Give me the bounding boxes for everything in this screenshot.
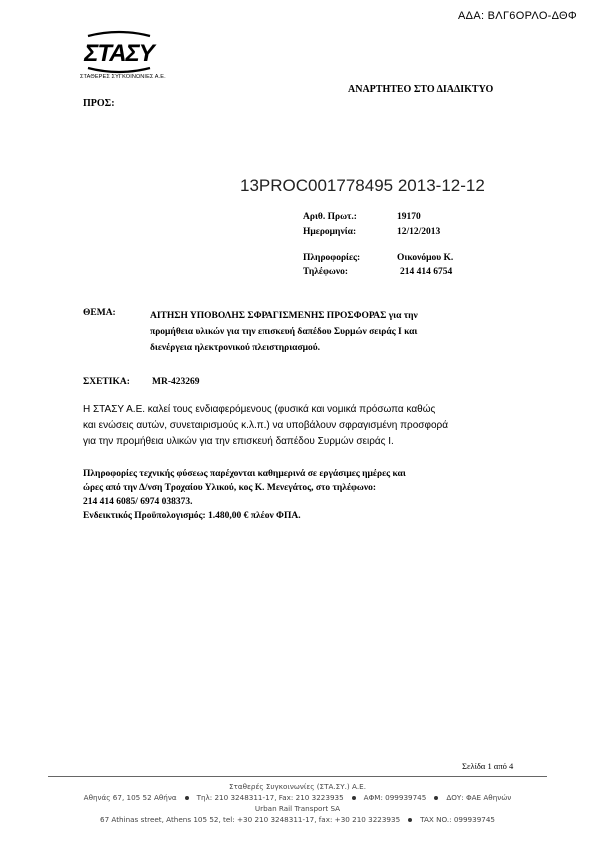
page-number: Σελίδα 1 από 4 xyxy=(462,761,514,771)
footer-phone: Τηλ: 210 3248311-17, Fax: 210 3223935 xyxy=(196,793,344,802)
footer-tax-no: TAX NO.: 099939745 xyxy=(420,815,495,824)
subject-label: ΘΕΜΑ: xyxy=(83,308,116,318)
related-label: ΣΧΕΤΙΚΑ: xyxy=(83,377,130,387)
paragraph-line: 214 414 6085/ 6974 038373. xyxy=(83,497,193,507)
footer-address-gr xyxy=(0,792,595,803)
subject-text xyxy=(150,308,530,356)
bullet-icon xyxy=(185,796,189,800)
stasy-logo-icon xyxy=(80,30,158,74)
invitation-paragraph xyxy=(83,402,533,450)
subject-line: προμήθεια υλικών για την επισκευή δαπέδου Συρμών σειράς Ι και xyxy=(150,327,418,337)
footer-vat: ΑΦΜ: 099939745 xyxy=(363,793,427,802)
footer-company-gr: Σταθερές Συγκοινωνίες (ΣΤΑ.ΣΥ.) Α.Ε. xyxy=(229,782,366,791)
recipient-label: ΠΡΟΣ: xyxy=(83,98,115,109)
bullet-icon xyxy=(352,796,356,800)
date-value: 12/12/2013 xyxy=(397,227,441,237)
page-footer xyxy=(0,781,595,825)
phone-value: 214 414 6754 xyxy=(400,267,453,277)
info-label: Πληροφορίες: xyxy=(303,253,361,263)
subject-line: διενέργεια ηλεκτρονικού πλειστηριασμού. xyxy=(150,343,321,353)
paragraph-line: και ενώσεις αυτών, συνεταιρισμούς κ.λ.π.) να υποβάλουν σφραγισμένη προσφορά xyxy=(83,420,448,431)
ada-code: ΑΔΑ: ΒΛΓ6ΟΡΛΟ-ΔΘΦ xyxy=(458,10,577,22)
footer-divider xyxy=(48,776,547,777)
company-logo xyxy=(80,30,166,80)
paragraph-line: ώρες από την Δ/νση Τροχαίου Υλικού, κος Κ. Μενεγάτος, στο τηλέφωνο: xyxy=(83,483,377,493)
paragraph-line: Η ΣΤΑΣΥ Α.Ε. καλεί τους ενδιαφερόμενους (φυσικά και νομικά πρόσωπα καθώς xyxy=(83,404,436,415)
footer-address-en xyxy=(0,814,595,825)
subject-line: ΑΙΤΗΣΗ ΥΠΟΒΟΛΗΣ ΣΦΡΑΓΙΣΜΕΝΗΣ ΠΡΟΣΦΟΡΑΣ για την xyxy=(150,311,418,321)
footer-address-english: 67 Athinas street, Athens 105 52, tel: +30 210 3248311-17, fax: +30 210 3223935 xyxy=(100,815,401,824)
protocol-stamp: 13PROC001778495 2013-12-12 xyxy=(240,176,485,195)
logo-wordmark: ΣΤΑΣΥ xyxy=(84,40,154,67)
paragraph-line: για την προμήθεια υλικών για την επισκευή δαπέδου Συρμών σειράς Ι. xyxy=(83,436,394,447)
info-value: Οικονόμου Κ. xyxy=(397,253,454,263)
bullet-icon xyxy=(408,818,412,822)
technical-info-paragraph xyxy=(83,467,538,523)
budget-line: Ενδεικτικός Προϋπολογισμός: 1.480,00 € πλέον ΦΠΑ. xyxy=(83,511,301,521)
paragraph-line: Πληροφορίες τεχνικής φύσεως παρέχονται καθημερινά σε εργάσιμες ημέρες και xyxy=(83,469,406,479)
protocol-no-label: Αριθ. Πρωτ.: xyxy=(303,212,357,222)
logo-subtitle: ΣΤΑΘΕΡΕΣ ΣΥΓΚΟΙΝΩΝΙΕΣ Α.Ε. xyxy=(80,74,166,80)
protocol-no-value: 19170 xyxy=(397,212,421,222)
related-value: MR-423269 xyxy=(152,377,200,387)
footer-company-en: Urban Rail Transport SA xyxy=(254,804,341,813)
footer-address: Αθηνάς 67, 105 52 Αθήνα xyxy=(83,793,177,802)
posted-online-notice: ΑΝΑΡΤΗΤΕΟ ΣΤΟ ΔΙΑΔΙΚΤΥΟ xyxy=(348,84,494,95)
footer-tax-office: ΔΟΥ: ΦΑΕ Αθηνών xyxy=(446,793,512,802)
phone-label: Τηλέφωνο: xyxy=(303,267,348,277)
bullet-icon xyxy=(434,796,438,800)
date-label: Ημερομηνία: xyxy=(303,227,357,237)
